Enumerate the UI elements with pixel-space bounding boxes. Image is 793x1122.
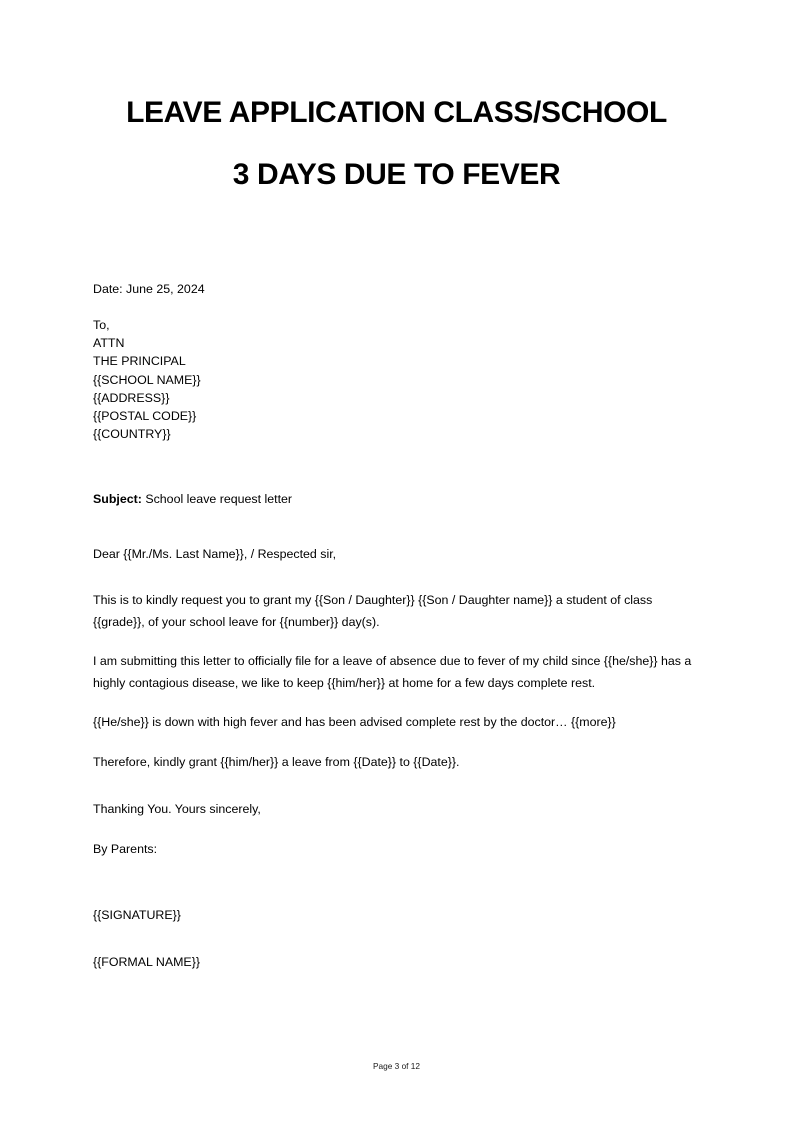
salutation-line: Dear {{Mr./Ms. Last Name}}, / Respected sir,	[93, 547, 337, 562]
page-footer: Page 3 of 12	[372, 1061, 421, 1071]
closing-line: Thanking You. Yours sincerely,	[93, 802, 261, 817]
recipient-line: ATTN	[93, 336, 125, 351]
recipient-address-block	[93, 316, 703, 443]
recipient-line: {{ADDRESS}}	[93, 390, 170, 405]
body-paragraph-1: This is to kindly request you to grant my {{Son / Daughter}} {{Son / Daughter name}} a student of class {{grade}}, of your school leave for {{number}} day(s).	[93, 593, 653, 629]
by-parents-line: By Parents:	[93, 841, 158, 856]
body-paragraph-3: {{He/she}} is down with high fever and has been advised complete rest by the doctor… {{more}}	[93, 715, 616, 730]
recipient-line: {{COUNTRY}}	[93, 427, 171, 442]
recipient-line: To,	[93, 318, 110, 332]
recipient-line: THE PRINCIPAL	[93, 354, 186, 369]
signature-block	[93, 906, 703, 971]
formal-name-placeholder: {{FORMAL NAME}}	[93, 955, 200, 970]
recipient-line: {{SCHOOL NAME}}	[93, 372, 201, 387]
recipient-line: {{POSTAL CODE}}	[93, 409, 197, 424]
subject-label: Subject:	[93, 492, 142, 507]
page-title-line-1: LEAVE APPLICATION CLASS/SCHOOL	[126, 96, 667, 129]
body-paragraph-2: I am submitting this letter to officially file for a leave of absence due to fever of my child since {{he/she}} has a highly contagious disease, we like to keep {{him/her}} at home for a few days complete rest.	[93, 654, 692, 690]
body-paragraph-4: Therefore, kindly grant {{him/her}} a leave from {{Date}} to {{Date}}.	[93, 754, 460, 769]
page-title-line-2: 3 DAYS DUE TO FEVER	[232, 158, 561, 191]
signature-placeholder: {{SIGNATURE}}	[93, 908, 181, 923]
letter-body	[93, 280, 703, 971]
subject-line	[93, 490, 703, 508]
date-line: Date: June 25, 2024	[93, 282, 205, 296]
subject-value: School leave request letter	[141, 492, 293, 507]
